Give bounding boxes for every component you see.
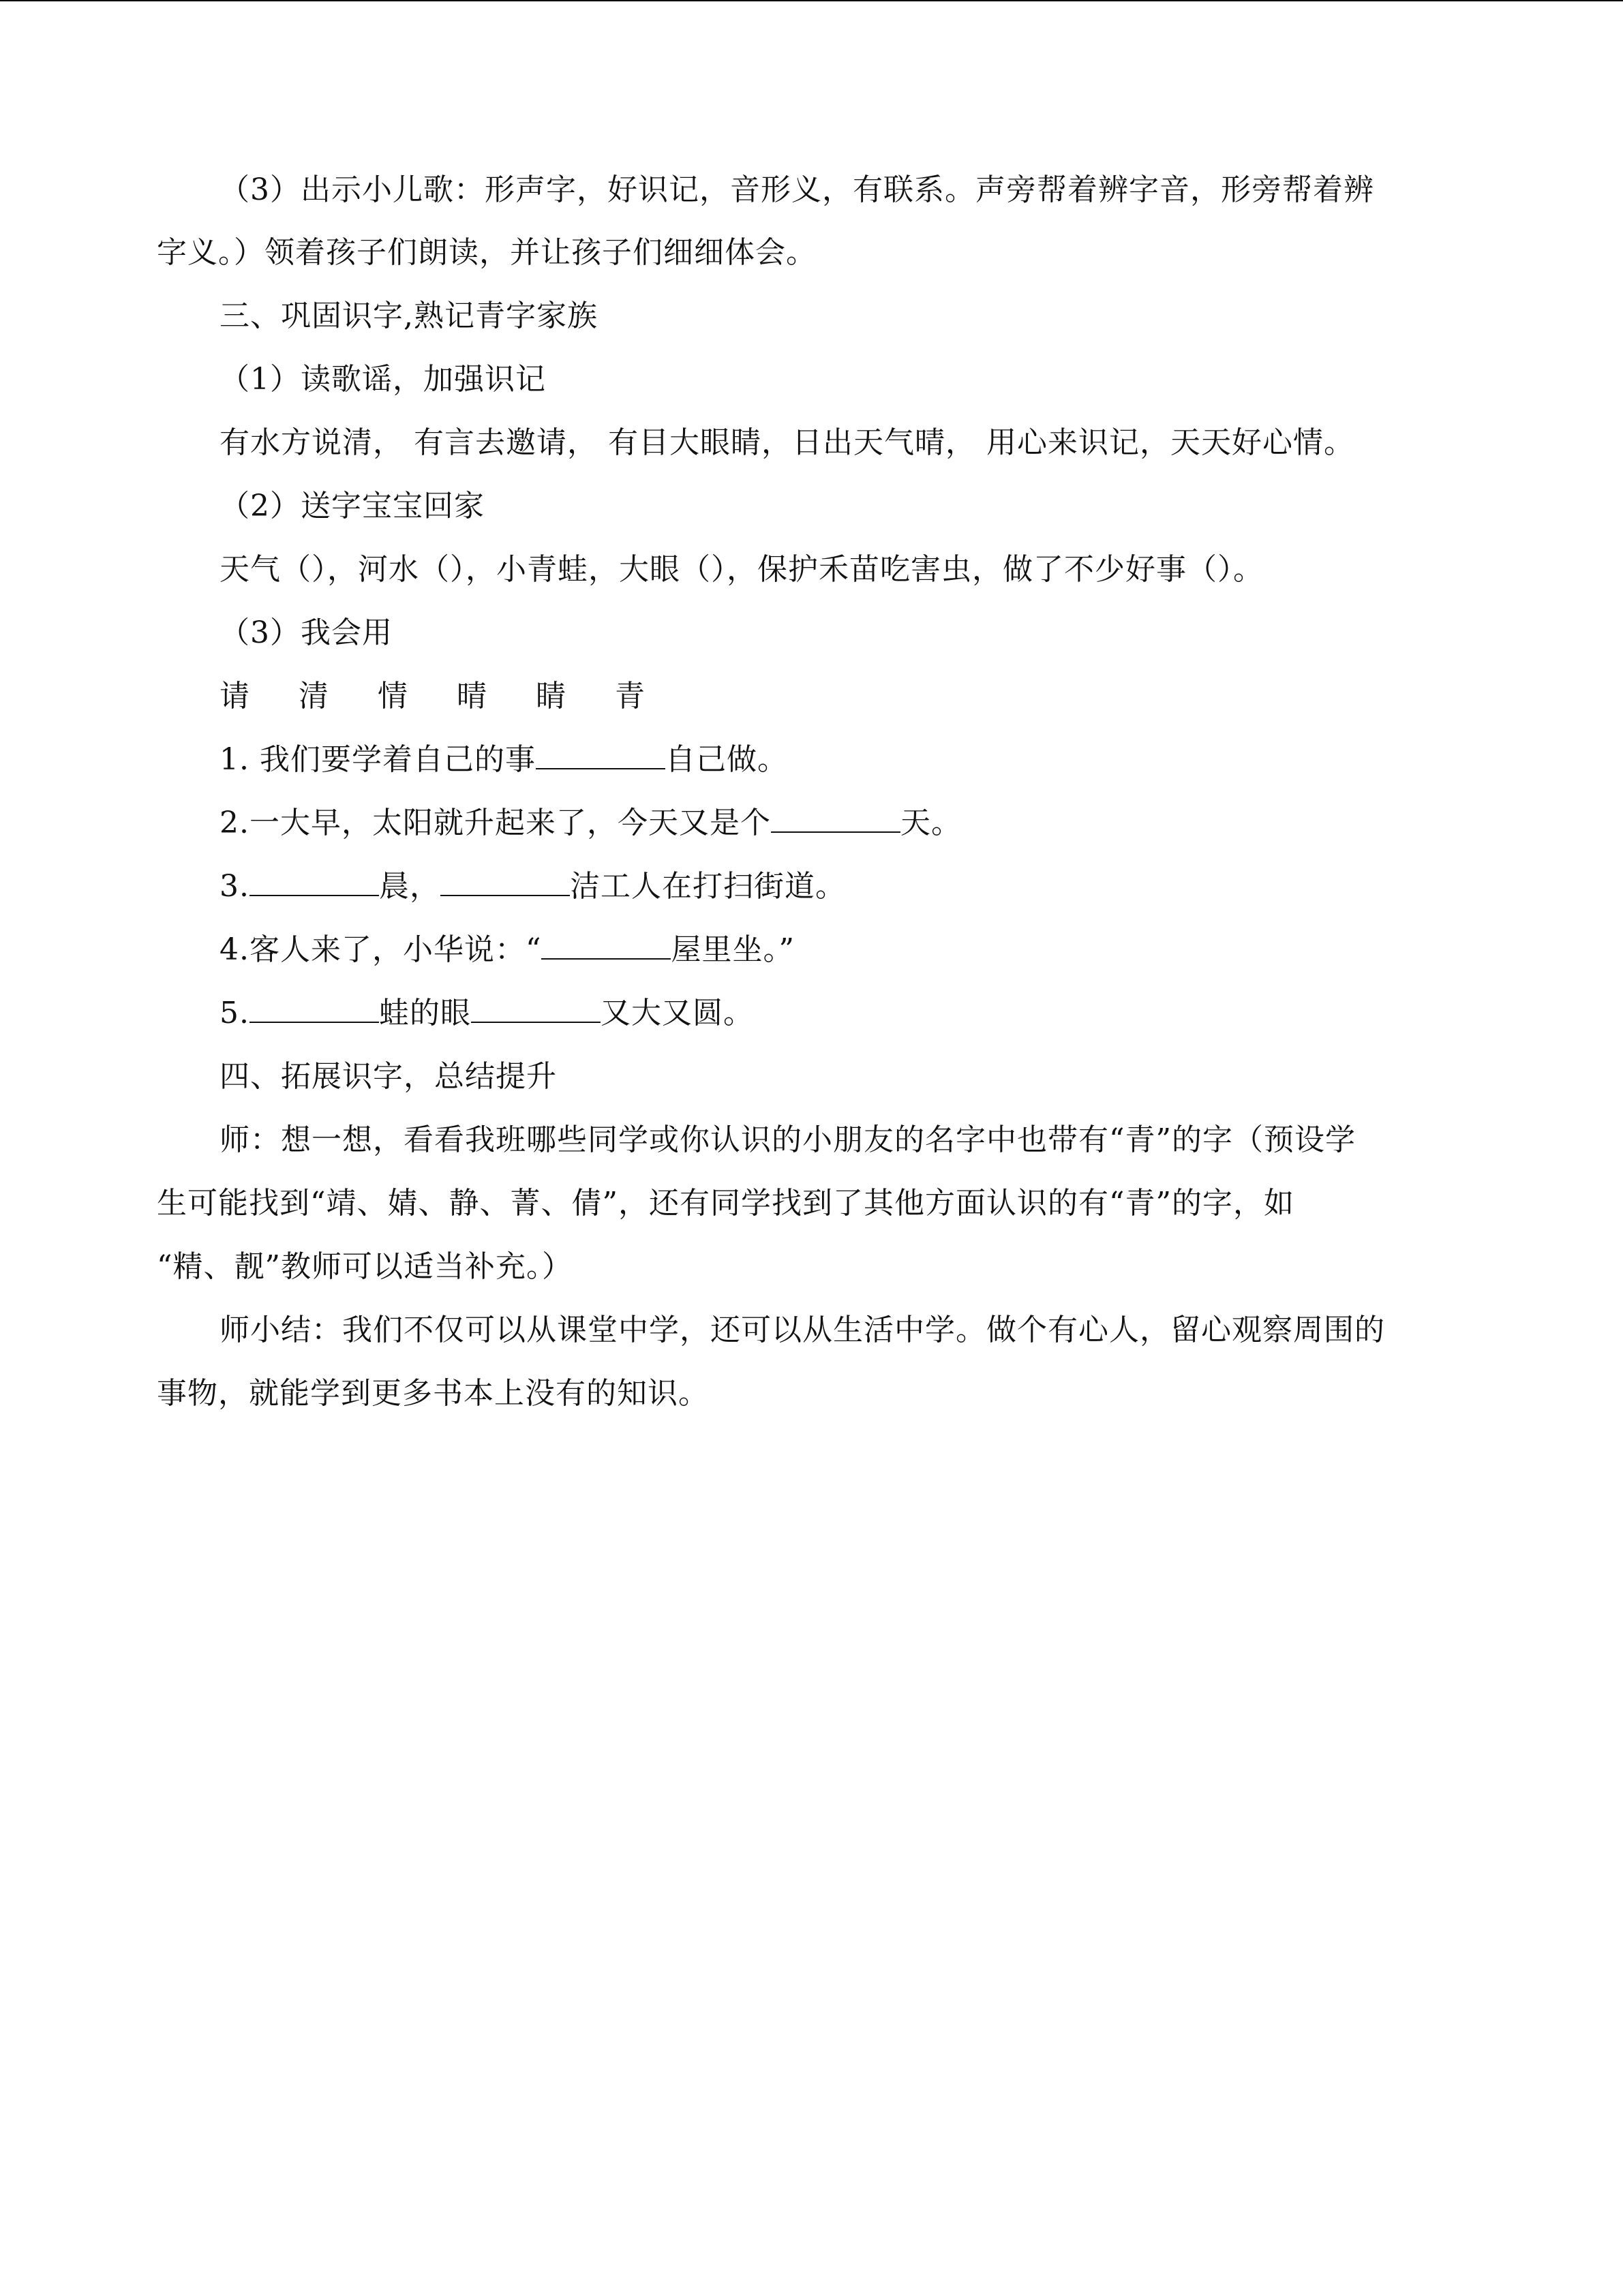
character-item: 晴 xyxy=(457,679,487,714)
exercise-5-blank-1 xyxy=(249,994,379,1023)
exercise-4 xyxy=(219,930,795,970)
exercise-4-text-a: 4.客人来了，小华说：“ xyxy=(219,932,542,967)
subsection-3-heading: （3）我会用 xyxy=(219,615,393,650)
exercise-5-text-c: 又大又圆。 xyxy=(600,996,754,1030)
character-item: 睛 xyxy=(536,679,566,714)
exercise-5-text-b: 蛙的眼 xyxy=(378,996,471,1030)
teacher-question-line-2: 生可能找到“靖、婧、静、菁、倩”，还有同学找到了其他方面认识的有“青”的字，如 xyxy=(157,1186,1294,1221)
document-page xyxy=(0,1,1623,2296)
exercise-5-blank-2 xyxy=(471,994,601,1023)
exercise-3-blank-2 xyxy=(440,868,570,896)
character-item: 青 xyxy=(615,679,646,714)
exercise-3-blank-1 xyxy=(249,868,379,896)
exercise-3 xyxy=(219,866,846,907)
character-item: 清 xyxy=(299,679,329,714)
summary-line-2: 事物，就能学到更多书本上没有的知识。 xyxy=(157,1376,709,1411)
exercise-2-text-b: 天。 xyxy=(900,806,962,840)
summary-line-1: 师小结：我们不仅可以从课堂中学，还可以从生活中学。做个有心人，留心观察周围的 xyxy=(219,1313,1385,1347)
exercise-1-blank xyxy=(536,741,665,769)
exercise-3-text-a: 3. xyxy=(219,869,249,904)
character-list xyxy=(219,676,684,717)
character-item: 情 xyxy=(378,679,408,714)
exercise-1-text-a: 1. 我们要学着自己的事 xyxy=(219,742,536,777)
exercise-3-text-b: 晨， xyxy=(378,869,440,904)
fill-bracket-sentence: 天气（），河水（），小青蛙，大眼（），保护禾苗吃害虫，做了不少好事（）。 xyxy=(219,552,1264,587)
exercise-4-text-b: 屋里坐。” xyxy=(671,932,795,967)
rhyme-text: 有水方说清， 有言去邀请， 有目大眼睛，日出天气晴， 用心来识记，天天好心情。 xyxy=(219,425,1354,460)
character-item: 请 xyxy=(219,679,250,714)
exercise-5-text-a: 5. xyxy=(219,996,249,1030)
subsection-1-heading: （1）读歌谣，加强识记 xyxy=(219,362,546,397)
section-4-heading: 四、拓展识字，总结提升 xyxy=(219,1059,557,1094)
exercise-2-blank xyxy=(771,804,900,833)
teacher-question-line-1: 师：想一想，看看我班哪些同学或你认识的小朋友的名字中也带有“青”的字（预设学 xyxy=(219,1122,1356,1157)
exercise-2-text-a: 2.一大早，太阳就升起来了，今天又是个 xyxy=(219,806,771,840)
exercise-2 xyxy=(219,803,962,844)
exercise-1-text-b: 自己做。 xyxy=(665,742,788,777)
exercise-3-text-c: 洁工人在打扫街道。 xyxy=(569,869,846,904)
exercise-5 xyxy=(219,993,754,1034)
song-paragraph-line-1: （3）出示小儿歌：形声字，好识记，音形义，有联系。声旁帮着辨字音，形旁帮着辨 xyxy=(219,172,1374,207)
exercise-4-blank xyxy=(541,931,671,960)
subsection-2-heading: （2）送字宝宝回家 xyxy=(219,489,485,523)
section-3-heading: 三、巩固识字,熟记青字家族 xyxy=(219,299,598,333)
song-paragraph-line-2: 字义。）领着孩子们朗读，并让孩子们细细体会。 xyxy=(157,235,817,270)
teacher-question-line-3: “精、靓”教师可以适当补充。） xyxy=(157,1249,573,1284)
exercise-1 xyxy=(219,739,788,780)
